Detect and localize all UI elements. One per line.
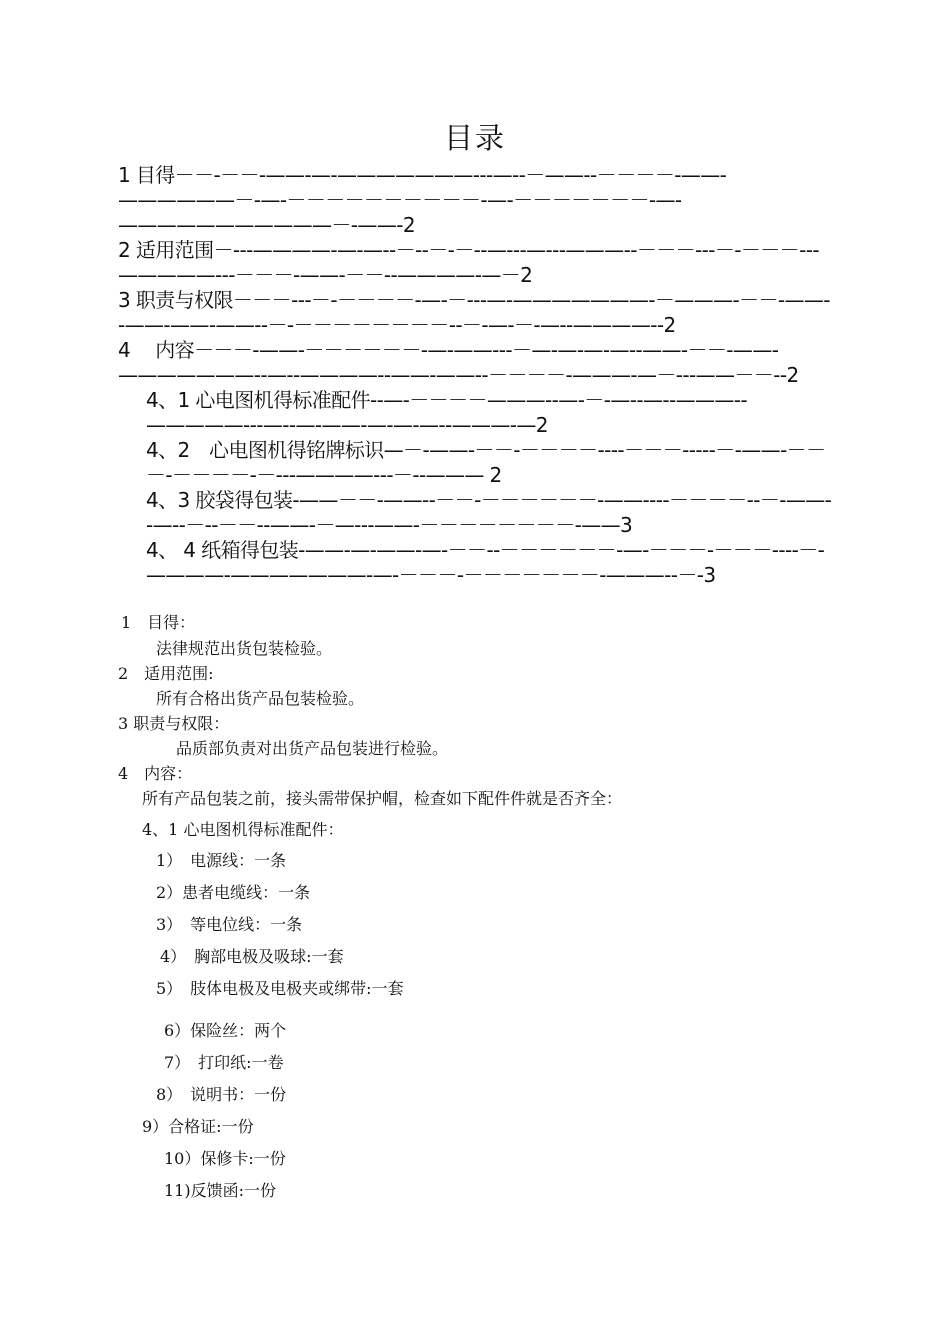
toc-entry-4-1: 4、1 心电图机得标准配件--—-－－－－———--—-－-—--—--———--—————---—--—-——-—-—-—--———-—2 <box>146 388 748 437</box>
section-4-heading: 4 内容： <box>118 764 193 783</box>
list-item: 2）患者电缆线：一条 <box>156 883 311 902</box>
list-item: 3） 等电位线：一条 <box>156 915 303 934</box>
list-item: 7） 打印纸:一卷 <box>164 1053 284 1072</box>
list-item: 6）保险丝：两个 <box>164 1021 287 1040</box>
list-item: 1） 电源线：一条 <box>156 851 287 870</box>
section-4-1-heading: 4、1 心电图机得标准配件： <box>142 820 344 839</box>
toc-entry-3: 3 职责与权限－－－---－-－－－－-—-－---—-———————-－———-－－-——--——-——-——--－-－－－－－－－－--－-—-－-—--————--2 <box>118 288 830 337</box>
toc-entry-2: 2 适用范围－---————-—-—--－--－-－--—---—---———--－－－---－-－－－---—————---－－－-——-－－--————-—－2 <box>118 238 819 287</box>
list-item: 8） 说明书：一份 <box>156 1085 287 1104</box>
toc-entry-4-3: 4、3 胶袋得包装-——－－-——--－－-－－－－－－-——----－－－－--－-——--—--－--－－--——-－—---——-－－－－－－－－-——3 <box>146 488 832 537</box>
list-item: 9）合格证:一份 <box>142 1117 254 1136</box>
toc-entry-1: 1 目得－－-－－-——-—-———————---—--－——--－－－－-——-——————－-—-－－－－－－－－－－-—-－－－－－－－-—-———————————－-——-2 <box>118 163 727 237</box>
section-4-text: 所有产品包装之前，接头需带保护帽，检查如下配件件就是否齐全： <box>142 789 623 808</box>
section-1-text: 法律规范出货包装检验。 <box>156 639 333 658</box>
section-2-heading: 2 适用范围: <box>118 664 214 683</box>
section-3-text: 品质部负责对出货产品包装进行检验。 <box>176 739 449 758</box>
toc-entry-4-2: 4、2 心电图机得铭牌标识—－-——-－－-－－－－----－－－-----－-——-－－－-－－－－-－---————---－--——— 2 <box>146 438 826 487</box>
section-2-text: 所有合格出货产品包装检验。 <box>156 689 365 708</box>
toc-entry-4-4: 4、 4 纸箱得包装-——-—-——-—-－－--－－－－－－-—-－－－-－－－----－-————-———————-—-－－－-－－－－－－－-———--－-3 <box>146 538 825 587</box>
list-item: 5） 肢体电极及电极夹或绑带:一套 <box>156 979 404 998</box>
table-of-contents <box>118 163 834 588</box>
section-3-heading: 3 职责与权限： <box>118 714 230 733</box>
toc-entry-4: 4 内容－－－-——-－－－－－－-—-——---－—-—-—-—--——-－－-——-———————--—--————--——-——--－－－－-———-—－---——－－--2 <box>118 338 799 387</box>
list-item: 11)反馈函:一份 <box>164 1181 276 1200</box>
list-item: 10）保修卡:一份 <box>164 1149 286 1168</box>
list-item: 4） 胸部电极及吸球:一套 <box>160 947 344 966</box>
toc-title: 目录 <box>443 121 506 155</box>
section-1-heading: 1 目得： <box>121 613 196 632</box>
